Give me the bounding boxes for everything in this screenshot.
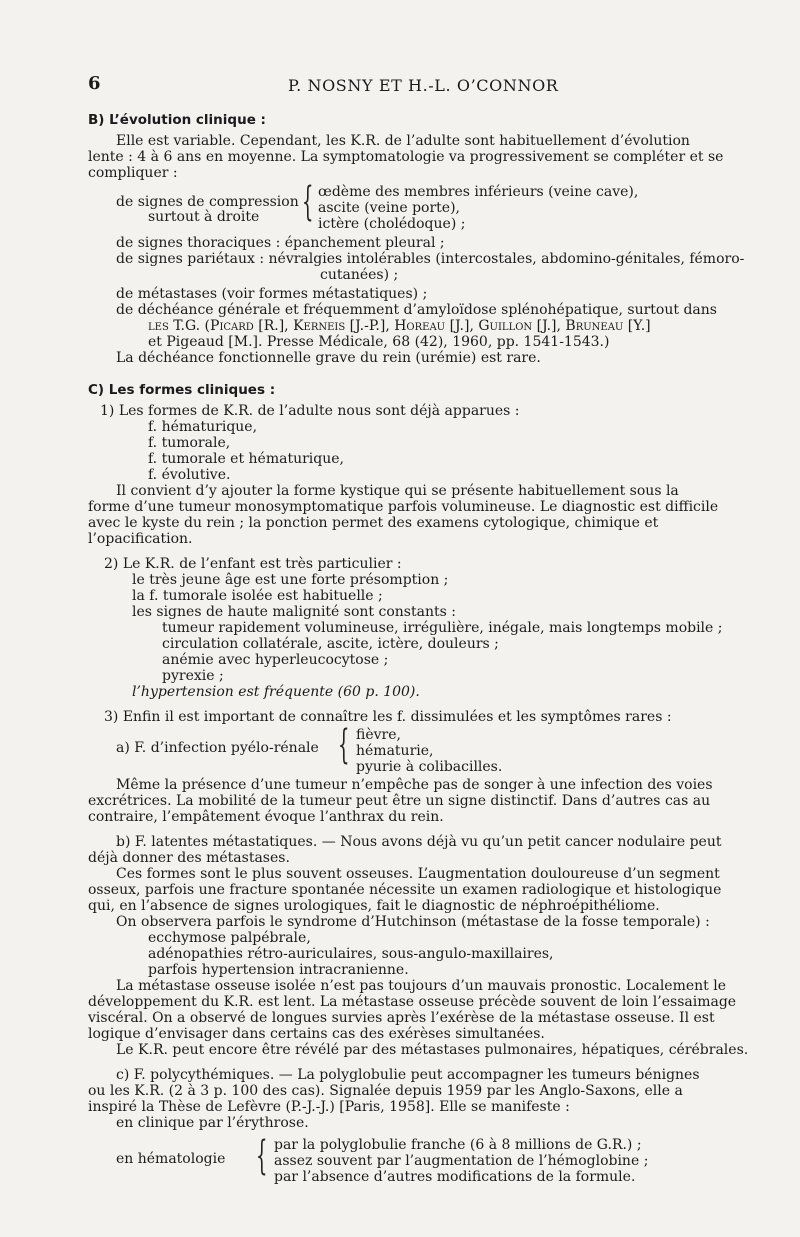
hematology-item: par l’absence d’autres modifications de la formule. (274, 1169, 636, 1185)
sign-line: cutanées) ; (320, 267, 399, 283)
paragraph-line: Même la présence d’une tumeur n’empêche pas de songer à une infection des voies (116, 777, 713, 793)
paragraph-line: compliquer : (88, 165, 178, 181)
paragraph-line: adénopathies rétro-auriculaires, sous-angulo-maxillaires, (148, 946, 554, 962)
paragraph-line: l’opacification. (88, 531, 193, 547)
child-line: tumeur rapidement volumineuse, irrégulière, inégale, mais longtemps mobile ; (162, 620, 723, 636)
sign-line: de signes pariétaux : névralgies intolérables (intercostales, abdomino-génitales, fémoro- (116, 251, 745, 267)
sign-line: et Pigeaud [M.]. Presse Médicale, 68 (42), 1960, pp. 1541-1543.) (148, 334, 610, 350)
child-line: pyrexie ; (162, 668, 224, 684)
child-line: anémie avec hyperleucocytose ; (162, 652, 389, 668)
infection-label: a) F. d’infection pyélo-rénale (116, 740, 319, 756)
paragraph-line: Il convient d’y ajouter la forme kystique qui se présente habituellement sous la (116, 483, 679, 499)
paragraph-line: développement du K.R. est lent. La métastase osseuse précède souvent de loin l’essaimage (88, 994, 737, 1010)
paragraph-line: ecchymose palpébrale, (148, 930, 311, 946)
child-line: 2) Le K.R. de l’enfant est très particulier : (104, 556, 402, 572)
child-line: les signes de haute malignité sont constants : (132, 604, 456, 620)
brace-icon: { (302, 179, 314, 225)
paragraph-line: c) F. polycythémiques. — La polyglobulie peut accompagner les tumeurs bénignes (116, 1067, 700, 1083)
paragraph-line: Le K.R. peut encore être révélé par des métastases pulmonaires, hépatiques, cérébrales. (116, 1042, 749, 1058)
sign-line: de signes thoraciques : épanchement pleural ; (116, 235, 445, 251)
compression-item: ascite (veine porte), (318, 200, 461, 216)
paragraph-line: parfois hypertension intracranienne. (148, 962, 409, 978)
paragraph-line: avec le kyste du rein ; la ponction permet des examens cytologique, chimique et (88, 515, 659, 531)
paragraph-line: osseux, parfois une fracture spontanée nécessite un examen radiologique et histologique (88, 882, 722, 898)
form-item: f. tumorale, (148, 435, 231, 451)
hematology-label: en hématologie (116, 1151, 226, 1167)
child-line: circulation collatérale, ascite, ictère, douleurs ; (162, 636, 499, 652)
form-item: f. tumorale et hématurique, (148, 451, 344, 467)
paragraph-line: On observera parfois le syndrome d’Hutchinson (métastase de la fosse temporale) : (116, 914, 710, 930)
running-title: P. NOSNY ET H.-L. O’CONNOR (288, 76, 559, 95)
child-line: la f. tumorale isolée est habituelle ; (132, 588, 383, 604)
paragraph-line: excrétrices. La mobilité de la tumeur peut être un signe distinctif. Dans d’autres cas au (88, 793, 711, 809)
compression-label: de signes de compression (116, 194, 299, 210)
compression-item: ictère (cholédoque) ; (318, 216, 466, 232)
paragraph-line: ou les K.R. (2 à 3 p. 100 des cas). Signalée depuis 1959 par les Anglo-Saxons, elle a (88, 1083, 683, 1099)
paragraph-line: Elle est variable. Cependant, les K.R. de l’adulte sont habituellement d’évolution (116, 133, 690, 149)
page-number: 6 (88, 73, 101, 94)
form-item: f. évolutive. (148, 467, 231, 483)
paragraph-line: La métastase osseuse isolée n’est pas toujours d’un mauvais pronostic. Localement le (116, 978, 727, 994)
paragraph-line: contraire, l’empâtement évoque l’anthrax du rein. (88, 809, 444, 825)
sign-line: de déchéance générale et fréquemment d’amyloïdose splénohépatique, surtout dans (116, 302, 717, 318)
paragraph-line: qui, en l’absence de signes urologiques, fait le diagnostic de néphroépithéliome. (88, 898, 660, 914)
form-3-lead: 3) Enfin il est important de connaître les f. dissimulées et les symptômes rares : (104, 709, 672, 725)
child-line: le très jeune âge est une forte présomption ; (132, 572, 449, 588)
paragraph-line: viscéral. On a observé de longues survies après l’exérèse de la métastase osseuse. Il est (88, 1010, 715, 1026)
paragraph-line: lente : 4 à 6 ans en moyenne. La symptomatologie va progressivement se compléter et se (88, 149, 724, 165)
compression-item: œdème des membres inférieurs (veine cave), (318, 184, 639, 200)
paragraph-line: inspiré la Thèse de Lefèvre (P.-J.-J.) [Paris, 1958]. Elle se manifeste : (88, 1099, 570, 1115)
infection-item: hématurie, (356, 743, 434, 759)
hematology-item: assez souvent par l’augmentation de l’hémoglobine ; (274, 1153, 649, 1169)
form-item: f. hématurique, (148, 419, 258, 435)
paragraph-line: déjà donner des métastases. (88, 850, 290, 866)
paragraph-line: b) F. latentes métastatiques. — Nous avons déjà vu qu’un petit cancer nodulaire peut (116, 834, 722, 850)
compression-label: surtout à droite (148, 209, 260, 225)
infection-item: pyurie à colibacilles. (356, 759, 503, 775)
paragraph-line: Ces formes sont le plus souvent osseuses. L’augmentation douloureuse d’un segment (116, 866, 720, 882)
paragraph-line: forme d’une tumeur monosymptomatique parfois volumineuse. Le diagnostic est difficile (88, 499, 719, 515)
section-b-heading: B) L’évolution clinique : (88, 112, 266, 128)
sign-line: les T.G. (Picard [R.], Kerneis [J.-P.], Horeau [J.], Guillon [J.], Bruneau [Y.] (148, 318, 651, 334)
form-1-lead: 1) Les formes de K.R. de l’adulte nous sont déjà apparues : (100, 403, 520, 419)
paragraph-line: logique d’envisager dans certains cas des exérèses simultanées. (88, 1026, 545, 1042)
infection-item: fièvre, (356, 727, 401, 743)
child-line: l’hypertension est fréquente (60 p. 100). (132, 684, 420, 700)
brace-icon: { (338, 722, 350, 768)
paragraph-line: en clinique par l’érythrose. (116, 1115, 309, 1131)
sign-line: de métastases (voir formes métastatiques) ; (116, 286, 428, 302)
brace-icon: { (256, 1133, 268, 1179)
sign-line: La déchéance fonctionnelle grave du rein (urémie) est rare. (116, 350, 541, 366)
section-c-heading: C) Les formes cliniques : (88, 382, 276, 398)
hematology-item: par la polyglobulie franche (6 à 8 millions de G.R.) ; (274, 1137, 642, 1153)
